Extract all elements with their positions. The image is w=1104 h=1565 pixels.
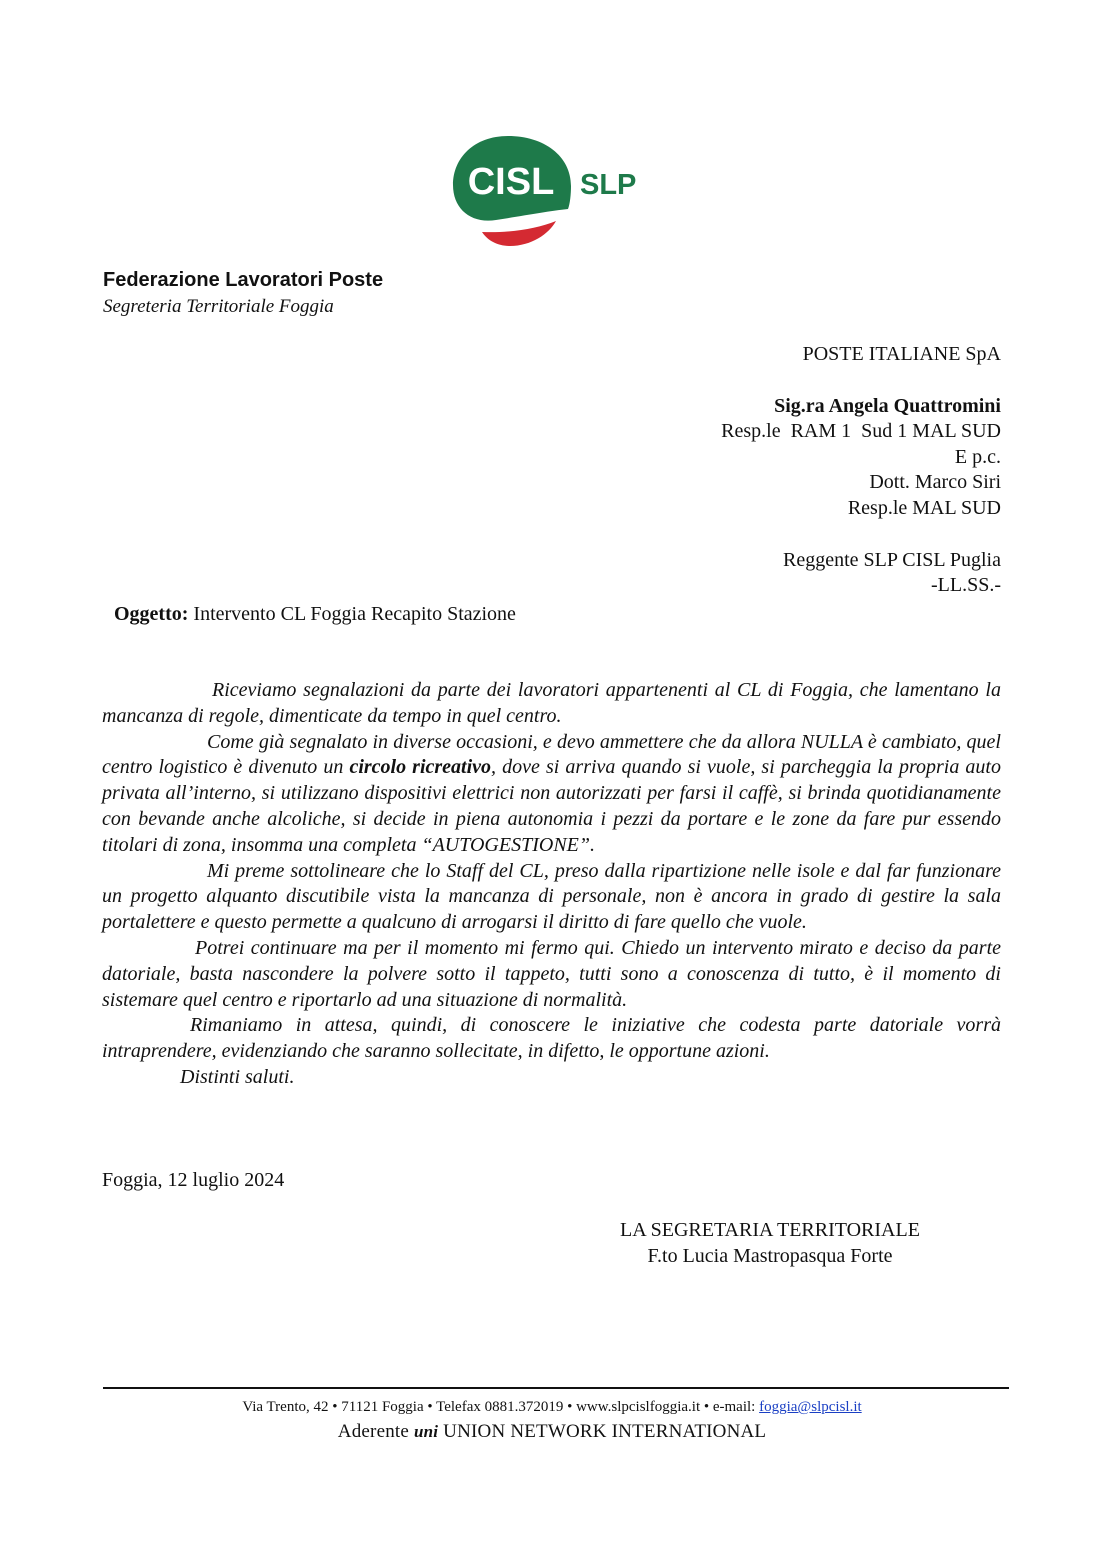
- recipient-role: Resp.le RAM 1 Sud 1 MAL SUD: [721, 420, 1001, 443]
- body-p2-text-before: Come già segnalato in diverse occasioni, e devo ammettere che da allora NULLA è cambiato, quel centro logistico è divenuto un: [102, 730, 1001, 779]
- subject-text: Intervento CL Foggia Recapito Stazione: [188, 603, 516, 625]
- sender-office: Segreteria Territoriale Foggia: [103, 296, 334, 317]
- sender-name: Federazione Lavoratori Poste: [103, 269, 384, 291]
- body-paragraph-1: Riceviamo segnalazioni da parte dei lavoratori appartenenti al CL di Foggia, che lamentano la mancanza di regole, dimenticate da tempo in quel centro.: [102, 679, 1001, 727]
- logo-cisl-text: CISL: [467, 161, 555, 203]
- footer-divider: [103, 1387, 1009, 1389]
- subject-label: Oggetto:: [114, 603, 189, 625]
- signature-name: F.to Lucia Mastropasqua Forte: [647, 1245, 893, 1267]
- signature-block: [580, 1217, 960, 1269]
- body-paragraph-2: [102, 730, 1001, 859]
- cisl-slp-logo: [452, 134, 662, 252]
- recipient-regional-suffix: -LL.SS.-: [931, 574, 1001, 597]
- footer-affiliation-text: UNION NETWORK INTERNATIONAL: [438, 1421, 767, 1442]
- letter-date: Foggia, 12 luglio 2024: [102, 1169, 285, 1191]
- recipient-company: POSTE ITALIANE SpA: [802, 343, 1001, 365]
- body-paragraph-3: Mi preme sottolineare che lo Staff del CL, preso dalla ripartizione nelle isole e dal far funzionare un progetto alquanto discutibile vista la mancanza di personale, non è ancora in grado di gestire la sala portalettere e questo permette a qualcuno di arrogarsi il diritto di fare quello che vuole.: [102, 859, 1001, 934]
- body-closing: Distinti saluti.: [180, 1065, 295, 1088]
- letter-body: [102, 678, 1001, 1091]
- body-p2-emphasis: circolo ricreativo: [349, 756, 492, 779]
- recipient-cc-name: Dott. Marco Siri: [869, 471, 1001, 494]
- footer: [0, 1395, 1104, 1445]
- subject-line: [114, 601, 516, 627]
- signature-title: LA SEGRETARIA TERRITORIALE: [620, 1219, 920, 1241]
- footer-email-link[interactable]: foggia@slpcisl.it: [759, 1399, 862, 1415]
- body-p2-text-after: , dove si arriva quando si vuole, si parcheggia la propria auto privata all’interno, si utilizzano dispositivi elettrici non autorizzati per farsi il caffè, si brinda quotidianamente con bevande anche alcoliche, si decide in piena autonomia i pezzi da portare e le zone da fare pur essendo titolari di zona, insomma una completa “AUTOGESTIONE”.: [102, 756, 1001, 856]
- footer-affiliation: [0, 1419, 1104, 1445]
- recipient-cc-label: E p.c.: [954, 445, 1001, 468]
- logo-slp-text: SLP: [580, 169, 637, 201]
- body-paragraph-5: Rimaniamo in attesa, quindi, di conoscere le iniziative che codesta parte datoriale vorrà intraprendere, evidenziando che saranno sollecitate, in difetto, le opportune azioni.: [102, 1014, 1001, 1063]
- uni-logo-mark: uni: [413, 1422, 439, 1441]
- recipient-name: Sig.ra Angela Quattromini: [774, 394, 1001, 417]
- sender-block: [103, 266, 383, 320]
- footer-address: Via Trento, 42 • 71121 Foggia • Telefax 0881.372019 • www.slpcislfoggia.it • e-mail:: [242, 1399, 760, 1415]
- body-paragraph-4: Potrei continuare ma per il momento mi fermo qui. Chiedo un intervento mirato e deciso da parte datoriale, basta nascondere la polvere sotto il tappeto, tutti sono a conoscenza di tutto, è il momento di sistemare quel centro e riportarlo ad una situazione di normalità.: [102, 936, 1001, 1011]
- footer-affiliation-prefix: Aderente: [337, 1421, 414, 1442]
- recipient-cc-role: Resp.le MAL SUD: [847, 496, 1001, 519]
- recipients-block: [721, 342, 1001, 599]
- footer-contacts: [0, 1395, 1104, 1419]
- logo-red-swoosh: [482, 221, 556, 246]
- recipient-regional: Reggente SLP CISL Puglia: [783, 548, 1001, 571]
